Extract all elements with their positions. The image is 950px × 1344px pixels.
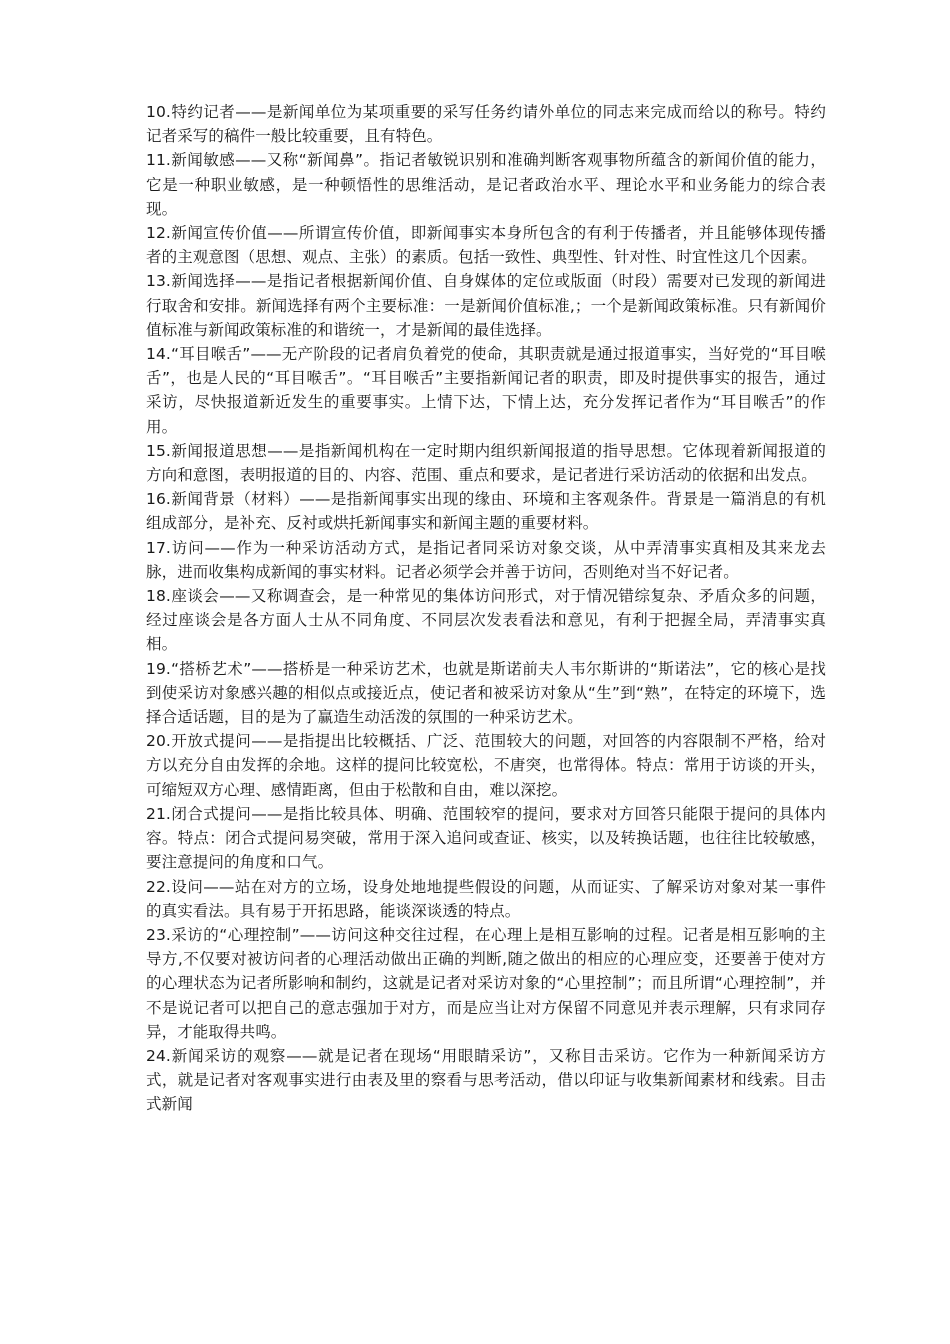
entry-22: 22.设问——站在对方的立场，设身处地地提些假设的问题，从而证实、了解采访对象对某一事件的真实看法。具有易于开拓思路，能谈深谈透的特点。 — [146, 877, 826, 920]
entry-24: 24.新闻采访的观察——就是记者在现场“用眼睛采访”，又称目击采访。它作为一种新闻采访方式，就是记者对客观事实进行由表及里的察看与思考活动，借以印证与收集新闻素材和线索。目击式新闻 — [146, 1046, 826, 1114]
entry-17: 17.访问——作为一种采访活动方式，是指记者同采访对象交谈，从中弄清事实真相及其来龙去脉，进而收集构成新闻的事实材料。记者必须学会并善于访问，否则绝对当不好记者。 — [146, 538, 826, 581]
entry-11: 11.新闻敏感——又称“新闻鼻”。指记者敏锐识别和准确判断客观事物所蕴含的新闻价值的能力，它是一种职业敏感，是一种顿悟性的思维活动，是记者政治水平、理论水平和业务能力的综合表现。 — [146, 151, 826, 218]
entry-10: 10.特约记者——是新闻单位为某项重要的采写任务约请外单位的同志来完成而给以的称号。特约记者采写的稿件一般比较重要，且有特色。 — [146, 103, 826, 146]
entry-15: 15.新闻报道思想——是指新闻机构在一定时期内组织新闻报道的指导思想。它体现着新闻报道的方向和意图，表明报道的目的、内容、范围、重点和要求，是记者进行采访活动的依据和出发点。 — [146, 441, 826, 485]
entry-18: 18.座谈会——又称调查会，是一种常见的集体访问形式，对于情况错综复杂、矛盾众多的问题，经过座谈会是各方面人士从不同角度、不同层次发表看法和意见，有利于把握全局，弄清事实真相。 — [146, 587, 826, 654]
entry-14: 14.“耳目喉舌”——无产阶段的记者肩负着党的使命，其职责就是通过报道事实，当好党的“耳目喉舌”，也是人民的“耳目喉舌”。“耳目喉舌”主要指新闻记者的职责，即及时提供事实的报告，通过采访，尽快报道新近发生的重要事实。上情下达，下情上达，充分发挥记者作为“耳目喉舌”的作用。 — [146, 345, 826, 436]
entry-19: 19.“搭桥艺术”——搭桥是一种采访艺术，也就是斯诺前夫人韦尔斯讲的“斯诺法”，它的核心是找到使采访对象感兴趣的相似点或接近点，使记者和被采访对象从“生”到“熟”，在特定的环境下，选择合适话题，目的是为了赢造生动活泼的氛围的一种采访艺术。 — [146, 659, 826, 727]
entry-23: 23.采访的“心理控制”——访问这种交往过程，在心理上是相互影响的过程。记者是相互影响的主导方,不仅要对被访问者的心理活动做出正确的判断,随之做出的相应的心理应变，还要善于使对方的心理状态为记者所影响和制约，这就是记者对采访对象的“心里控制”；而且所谓“心理控制”，并不是说记者可以把自己的意志强加于对方，而是应当让对方保留不同意见并表示理解，只有求同存异，才能取得共鸣。 — [146, 925, 826, 1041]
entry-12: 12.新闻宣传价值——所谓宣传价值，即新闻事实本身所包含的有利于传播者，并且能够体现传播者的主观意图（思想、观点、主张）的素质。包括一致性、典型性、针对性、时宜性这几个因素。 — [146, 224, 826, 267]
entry-20: 20.开放式提问——是指提出比较概括、广泛、范围较大的问题，对回答的内容限制不严格，给对方以充分自由发挥的余地。这样的提问比较宽松，不唐突，也常得体。特点：常用于访谈的开头，可缩短双方心理、感情距离，但由于松散和自由，难以深挖。 — [146, 732, 826, 799]
entry-16: 16.新闻背景（材料）——是指新闻事实出现的缘由、环境和主客观条件。背景是一篇消息的有机组成部分，是补充、反衬或烘托新闻事实和新闻主题的重要材料。 — [146, 490, 826, 533]
document-body — [146, 100, 826, 1117]
entry-21: 21.闭合式提问——是指比较具体、明确、范围较窄的提问，要求对方回答只能限于提问的具体内容。特点：闭合式提问易突破，常用于深入追问或查证、核实，以及转换话题，也往往比较敏感，要注意提问的角度和口气。 — [146, 804, 826, 872]
entry-13: 13.新闻选择——是指记者根据新闻价值、自身媒体的定位或版面（时段）需要对已发现的新闻进行取舍和安排。新闻选择有两个主要标准：一是新闻价值标准,；一个是新闻政策标准。只有新闻价值标准与新闻政策标准的和谐统一，才是新闻的最佳选择。 — [146, 272, 826, 339]
